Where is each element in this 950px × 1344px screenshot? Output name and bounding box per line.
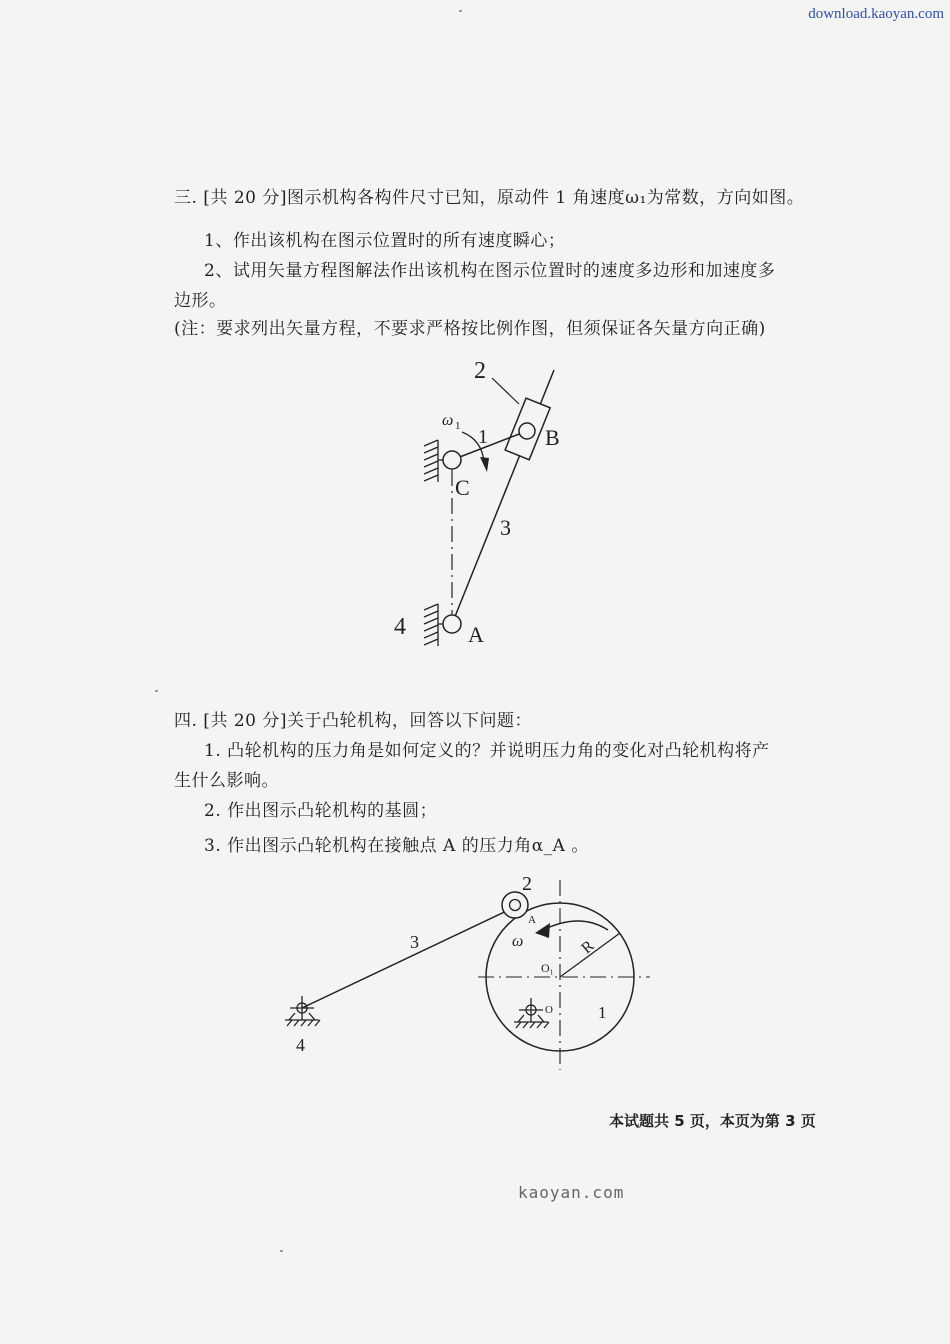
q4-item3: 3. 作出图示凸轮机构在接触点 A 的压力角α_A 。 (204, 836, 589, 856)
omega-arc (543, 921, 608, 930)
roller-2-inner (510, 900, 521, 911)
page-number-info: 本试题共 5 页，本页为第 3 页 (609, 1112, 816, 1130)
label-1: 1 (598, 1003, 607, 1022)
label-o1: O₁ (541, 961, 554, 975)
leader-line-2 (492, 378, 519, 404)
label-c: C (455, 475, 470, 500)
label-omega-sub: 1 (455, 420, 461, 432)
label-o: O (545, 1004, 553, 1016)
ground-o (514, 998, 549, 1028)
label-3: 3 (410, 932, 419, 952)
follower-arm-3 (302, 907, 515, 1008)
pivot-c (443, 451, 461, 469)
label-b: B (545, 425, 560, 450)
label-omega: ω (442, 412, 454, 429)
q4-item2: 2. 作出图示凸轮机构的基圆； (204, 801, 438, 821)
label-4: 4 (296, 1035, 305, 1055)
label-2: 2 (474, 358, 486, 384)
omega-arrowhead (480, 457, 489, 472)
q4-cam-diagram (0, 860, 950, 1090)
label-2: 2 (522, 873, 532, 895)
ground-c (424, 440, 443, 482)
label-omega: ω (512, 933, 524, 950)
q4-item1-line1: 1. 凸轮机构的压力角是如何定义的？并说明压力角的变化对凸轮机构将产 (204, 741, 770, 761)
label-3: 3 (500, 515, 511, 540)
label-a: A (528, 914, 536, 926)
q3-title: 三. [共 20 分]图示机构各构件尺寸已知，原动件 1 角速度ω₁为常数，方向如图。 (174, 188, 805, 208)
q3-item2-line1: 2、试用矢量方程图解法作出该机构在图示位置时的速度多边形和加速度多 (204, 261, 776, 281)
q3-item2-line2: 边形。 (174, 291, 227, 311)
q3-item1: 1、作出该机构在图示位置时的所有速度瞬心； (204, 231, 566, 251)
pin-b (519, 423, 535, 439)
label-4: 4 (394, 614, 406, 640)
q4-item1-line2: 生什么影响。 (174, 771, 279, 791)
watermark-bottom: kaoyan.com (518, 1183, 625, 1202)
pivot-a (443, 615, 461, 633)
label-1: 1 (478, 426, 488, 448)
label-a: A (468, 622, 484, 647)
q4-title: 四. [共 20 分]关于凸轮机构，回答以下问题： (174, 711, 533, 731)
omega-arrowhead (535, 923, 550, 938)
watermark-top: download.kaoyan.com (808, 6, 944, 22)
q3-note: (注：要求列出矢量方程，不要求严格按比例作图，但须保证各矢量方向正确) (174, 319, 766, 339)
ground-a (424, 604, 443, 646)
ground-4 (285, 996, 320, 1026)
scan-speck (280, 1250, 283, 1252)
label-r: R (578, 937, 598, 958)
